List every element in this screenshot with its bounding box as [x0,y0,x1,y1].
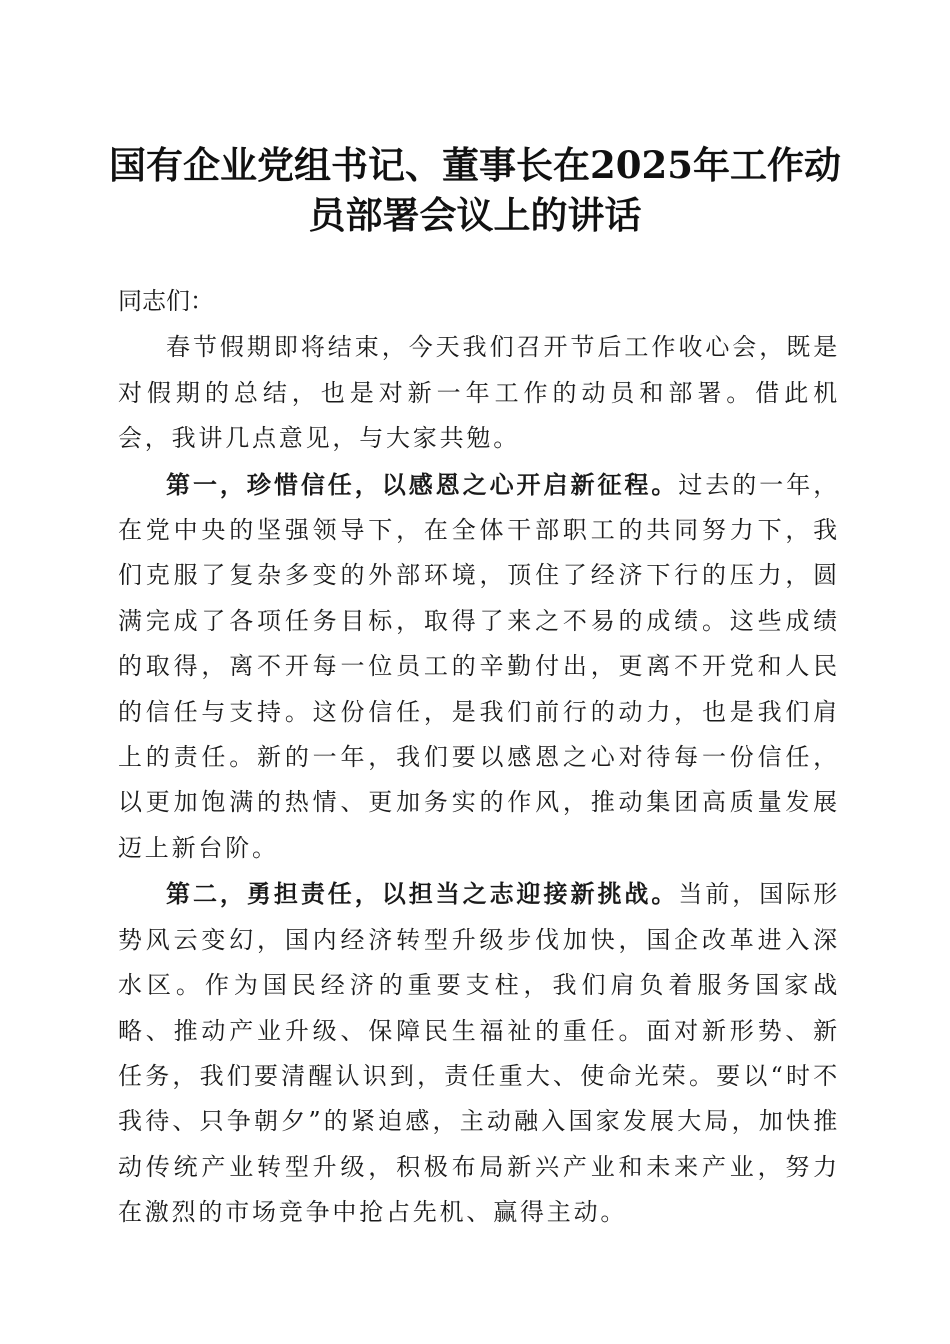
paragraph-lead: 第二，勇担责任，以担当之志迎接新挑战。 [166,879,679,909]
paragraph-text: 春节假期即将结束，今天我们召开节后工作收心会，既是对假期的总结，也是对新一年工作的动员和部署。借此机会，我讲几点意见，与大家共勉。 [118,333,840,453]
paragraph-first-point [118,462,840,872]
paragraph-lead: 第一，珍惜信任，以感恩之心开启新征程。 [166,469,679,499]
document-body [118,279,840,1236]
title-line-2: 员部署会议上的讲话 [308,193,642,237]
title-line-1: 国有企业党组书记、董事长在2025年工作动 [109,143,841,187]
paragraph-intro [118,324,840,461]
paragraph-text: 过去的一年，在党中央的坚强领导下，在全体干部职工的共同努力下，我们克服了复杂多变的外部环境，顶住了经济下行的压力，圆满完成了各项任务目标，取得了来之不易的成绩。这些成绩的取得，离不开每一位员工的辛勤付出，更离不开党和人民的信任与支持。这份信任，是我们前行的动力，也是我们肩上的责任。新的一年，我们要以感恩之心对待每一份信任，以更加饱满的热情、更加务实的作风，推动集团高质量发展迈上新台阶。 [118,470,840,862]
document-title [100,140,850,240]
paragraph-text: 当前，国际形势风云变幻，国内经济转型升级步伐加快，国企改革进入深水区。作为国民经济的重要支柱，我们肩负着服务国家战略、推动产业升级、保障民生福祉的重任。面对新形势、新任务，我们要清醒认识到，责任重大、使命光荣。要以“时不我待、只争朝夕”的紧迫感，主动融入国家发展大局，加快推动传统产业转型升级，积极布局新兴产业和未来产业，努力在激烈的市场竞争中抢占先机、赢得主动。 [118,880,840,1227]
salutation: 同志们： [118,287,214,315]
paragraph-second-point [118,871,840,1235]
